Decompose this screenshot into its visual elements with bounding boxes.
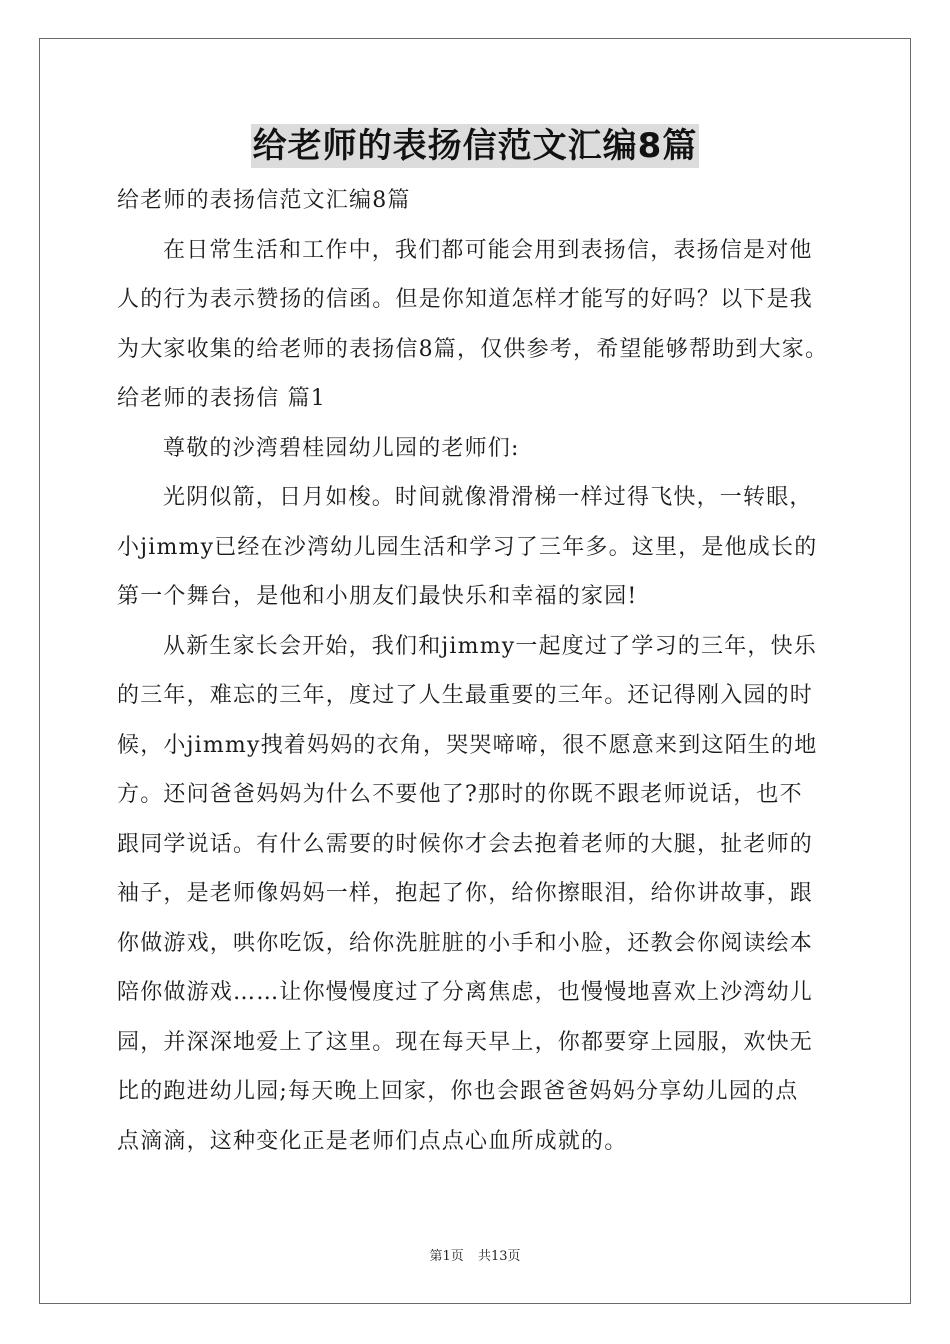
- paragraph-line: 跟同学说话。有什么需要的时候你才会去抱着老师的大腿，扯老师的: [117, 831, 814, 857]
- document-title: 给老师的表扬信范文汇编8篇: [252, 126, 698, 166]
- paragraph-line: 比的跑进幼儿园;每天晚上回家，你也会跟爸爸妈妈分享幼儿园的点: [117, 1079, 799, 1104]
- body-paragraph-1: [117, 473, 835, 622]
- salutation: 尊敬的沙湾碧桂园幼儿园的老师们:: [163, 435, 520, 461]
- paragraph-line: 园，并深深地爱上了这里。现在每天早上，你都要穿上园服，欢快无: [117, 1029, 814, 1055]
- document-subtitle: 给老师的表扬信范文汇编8篇: [117, 188, 411, 213]
- page-total: 共13页: [477, 1249, 521, 1264]
- paragraph-line: 小jimmy已经在沙湾幼儿园生活和学习了三年多。这里，是他成长的: [117, 534, 818, 560]
- paragraph-line: 点滴滴，这种变化正是老师们点点心血所成就的。: [117, 1128, 628, 1154]
- paragraph-line: 方。还问爸爸妈妈为什么不要他了?那时的你既不跟老师说话，也不: [117, 782, 803, 807]
- page-number: 第1页: [429, 1249, 464, 1264]
- paragraph-line: 候，小jimmy拽着妈妈的衣角，哭哭啼啼，很不愿意来到这陌生的地: [117, 732, 818, 758]
- paragraph-line: 你做游戏，哄你吃饭，给你洗脏脏的小手和小脸，还教会你阅读绘本: [117, 930, 814, 956]
- body-paragraph-2: [117, 622, 835, 1167]
- paragraph-line: 第一个舞台，是他和小朋友们最快乐和幸福的家园!: [117, 584, 638, 609]
- intro-paragraph: [117, 226, 835, 375]
- intro-line: 为大家收集的给老师的表扬信8篇，仅供参考，希望能够帮助到大家。: [117, 336, 829, 362]
- paragraph-line: 光阴似箭，日月如梭。时间就像滑滑梯一样过得飞快，一转眼，: [163, 485, 813, 510]
- intro-line: 在日常生活和工作中，我们都可能会用到表扬信，表扬信是对他: [163, 237, 813, 263]
- paragraph-line: 的三年，难忘的三年，度过了人生最重要的三年。还记得刚入园的时: [117, 683, 814, 708]
- paragraph-line: 从新生家长会开始，我们和jimmy一起度过了学习的三年，快乐: [163, 633, 818, 659]
- page-footer: [0, 1247, 950, 1267]
- section-heading: 给老师的表扬信 篇1: [117, 386, 326, 411]
- document-body: [117, 176, 835, 1166]
- title-block: [0, 124, 950, 168]
- paragraph-line: 陪你做游戏……让你慢慢度过了分离焦虑，也慢慢地喜欢上沙湾幼儿: [117, 980, 814, 1005]
- paragraph-line: 袖子，是老师像妈妈一样，抱起了你，给你擦眼泪，给你讲故事，跟: [117, 881, 814, 906]
- intro-line: 人的行为表示赞扬的信函。但是你知道怎样才能写的好吗？以下是我: [117, 287, 814, 312]
